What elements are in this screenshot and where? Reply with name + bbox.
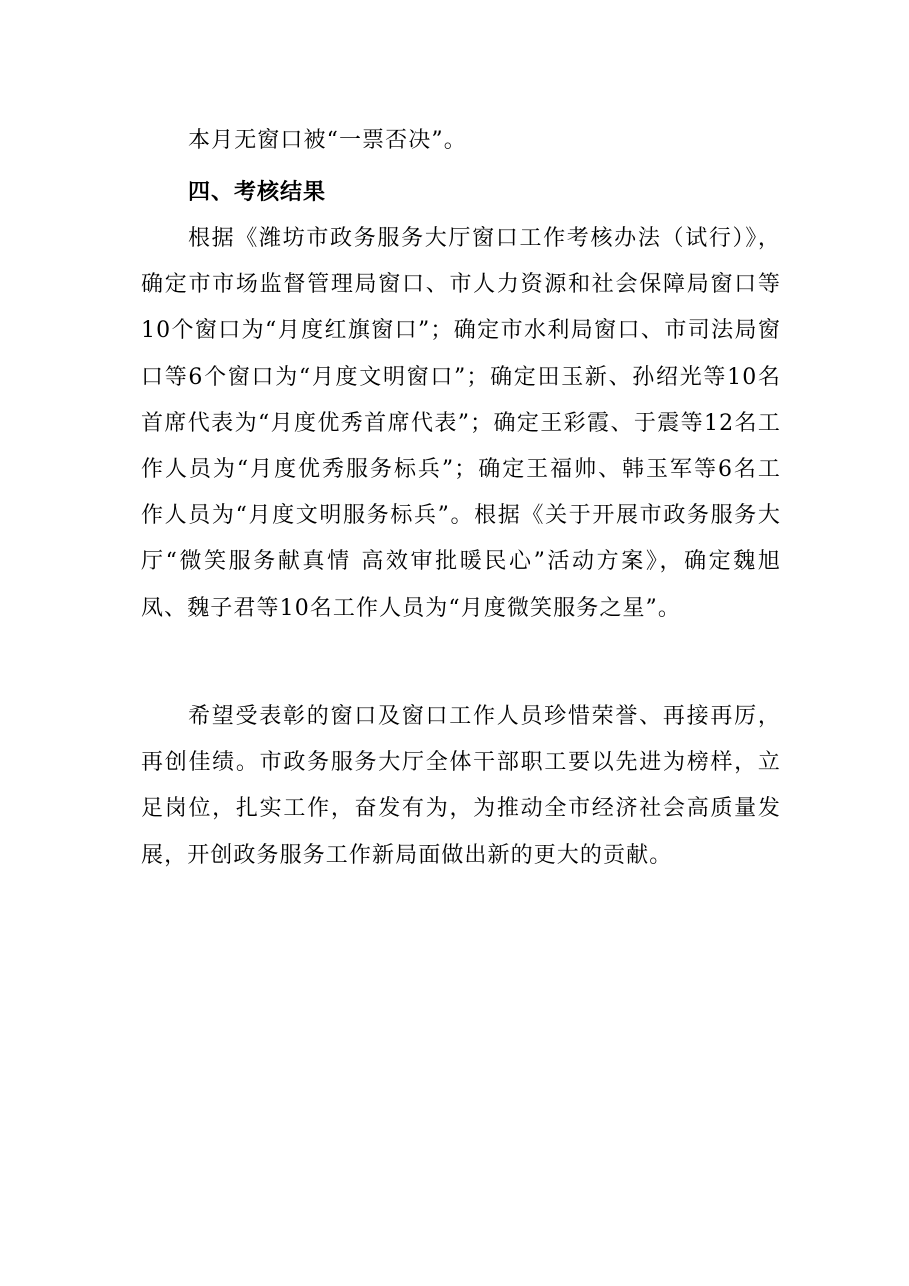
- paragraph-no-veto: 本月无窗口被“一票否决”。: [188, 128, 467, 153]
- section-heading: 四、考核结果: [188, 180, 327, 205]
- paragraph-assessment-results: 根据《潍坊市政务服务大厅窗口工作考核办法（试行）》，确定市市场监督管理局窗口、市人力资源和社会保障局窗口等10个窗口为“月度红旗窗口”；确定市水利局窗口、市司法局窗口等6个窗口为“月度文明窗口”；确定田玉新、孙绍光等10名首席代表为“月度优秀首席代表”；确定王彩霞、于震等12名工作人员为“月度优秀服务标兵”；确定王福帅、韩玉军等6名工作人员为“月度文明服务标兵”。根据《关于开展市政务服务大厅“微笑服务献真情 高效审批暖民心”活动方案》，确定魏旭凤、魏子君等10名工作人员为“月度微笑服务之星”。: [141, 226, 781, 621]
- paragraph-closing-hope: 希望受表彰的窗口及窗口工作人员珍惜荣誉、再接再厉，再创佳绩。市政务服务大厅全体干部职工要以先进为榜样，立足岗位，扎实工作，奋发有为，为推动全市经济社会高质量发展，开创政务服务工作新局面做出新的更大的贡献。: [141, 704, 781, 868]
